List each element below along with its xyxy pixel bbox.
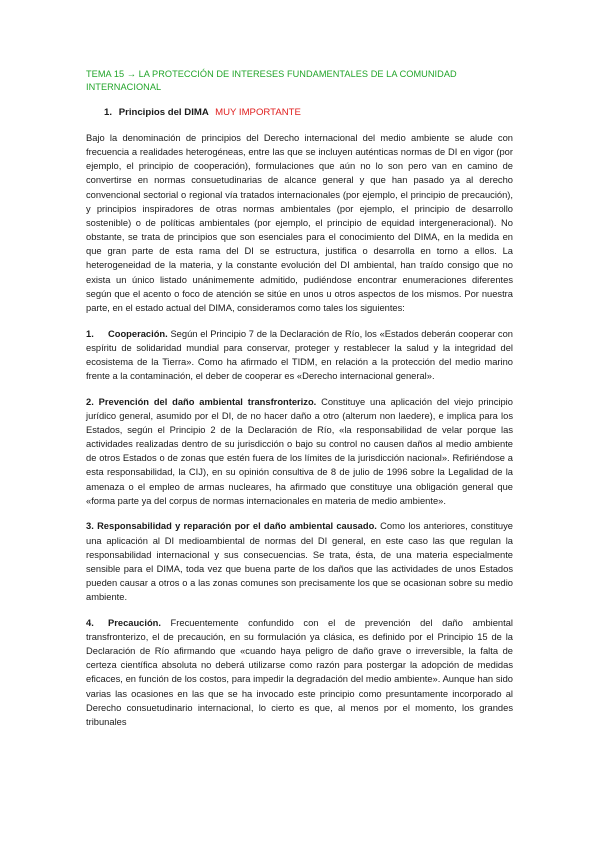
principle-responsibility — [86, 519, 513, 604]
section-title: Principios del DIMA — [118, 107, 209, 118]
item-title: Cooperación. — [108, 328, 168, 339]
principle-prevention — [86, 395, 513, 508]
section-heading — [104, 106, 513, 119]
item-text: Como los anteriores, constituye una aplicación al DI medioambiental de normas del DI general, en este caso las que regulan la responsabilidad internacional y sus consecuencias. Se trata, ésta, de una materia especialmente sensible para el DIMA, toda vez que buena parte de los daños que las actividades de unos Estados pueden causar a otros o a las zonas comunes son precisamente los que se ocasionan sobre su medio ambiente. — [86, 521, 513, 603]
item-text: Frecuentemente confundido con el de prevención del daño ambiental transfronterizo, el de precaución, en su formulación ya clásica, es definido por el Principio 15 de la Declaración de Río afirmando que «cuando haya peligro de daño grave o irreversible, la falta de certeza científica absoluta no deberá utilizarse como razón para postergar la adopción de medidas eficaces, en función de los costos, para impedir la degradación del medio ambiente». Aunque han sido varias las ocasiones en las que se ha invocado este principio como presuntamente incorporado al Derecho consuetudinario internacional, lo cierto es que, al menos por el momento, los grandes tribunales — [86, 617, 513, 727]
section-number: 1. — [104, 107, 113, 118]
principle-cooperation — [86, 327, 513, 384]
item-number: 4. — [86, 617, 94, 628]
importance-tag: MUY IMPORTANTE — [215, 107, 301, 118]
item-number: 1. — [86, 328, 94, 339]
item-text: Según el Principio 7 de la Declaración de Río, los «Estados deberán cooperar con espíritu de solidaridad mundial para conservar, proteger y restablecer la salud y la integridad del ecosistema de la Tierra». Como ha afirmado el TIDM, en relación a la protección del medio marino frente a la contaminación, el deber de cooperar es «Derecho internacional general». — [86, 328, 513, 381]
principle-precaution — [86, 616, 513, 729]
item-title: Precaución. — [108, 617, 161, 628]
topic-heading: TEMA 15 → LA PROTECCIÓN DE INTERESES FUNDAMENTALES DE LA COMUNIDAD INTERNACIONAL — [86, 69, 457, 92]
item-number: 2. — [86, 396, 94, 407]
item-number: 3. — [86, 521, 94, 532]
item-text: Constituye una aplicación del viejo principio jurídico general, asumido por el DI, de no hacer daño a otro (alterum non laedere), e implica para los Estados, según el Principio 2 de la Declaración de Río, «la responsabilidad de velar porque las actividades realizadas dentro de su jurisdicción o bajo su control no causen daños al medio ambiente de otros Estados o de zonas que estén fuera de los límites de la jurisdicción nacional». Refiriéndose a esta responsabilidad, la CIJ), en su opinión consultiva de 8 de julio de 1996 sobre la Legalidad de la amenaza o el empleo de armas nucleares, ha afirmado que constituye una obligación general que «forma parte ya del corpus de normas internacionales en materia de medio ambiente». — [86, 396, 513, 506]
item-title: Responsabilidad y reparación por el daño ambiental causado. — [97, 521, 377, 532]
intro-paragraph: Bajo la denominación de principios del Derecho internacional del medio ambiente se alude con frecuencia a realidades heterogéneas, entre las que se incluyen auténticas normas de DI en vigor (por ejemplo, el principio de cooperación), formulaciones que aún no lo son pero van en camino de convertirse en normas consuetudinarias de alcance general y que han pasado ya al derecho convencional sectorial o regional vía tratados internacionales (por ejemplo, el principio de precaución), y principios inspiradores de otras normas ambientales (por ejemplo, el principio de desarrollo sostenible) o de políticas ambientales (por ejemplo, el principio de equidad intergeneracional). No obstante, se trata de principios que son esenciales para el conocimiento del DIMA, en la medida en que gran parte de esta rama del DI se estructura, justifica o desarrolla en torno a ellos. La heterogeneidad de la materia, y la constante evolución del DI ambiental, han traído consigo que no exista un único listado unánimemente admitido, pudiéndose encontrar enumeraciones diferentes según que el acento o foco de atención se sitúe en unos u otros aspectos de los mismos. Por nuestra parte, en el estado actual del DIMA, consideramos como tales los siguientes: — [86, 133, 513, 313]
item-title: Prevención del daño ambiental transfronterizo. — [98, 396, 317, 407]
